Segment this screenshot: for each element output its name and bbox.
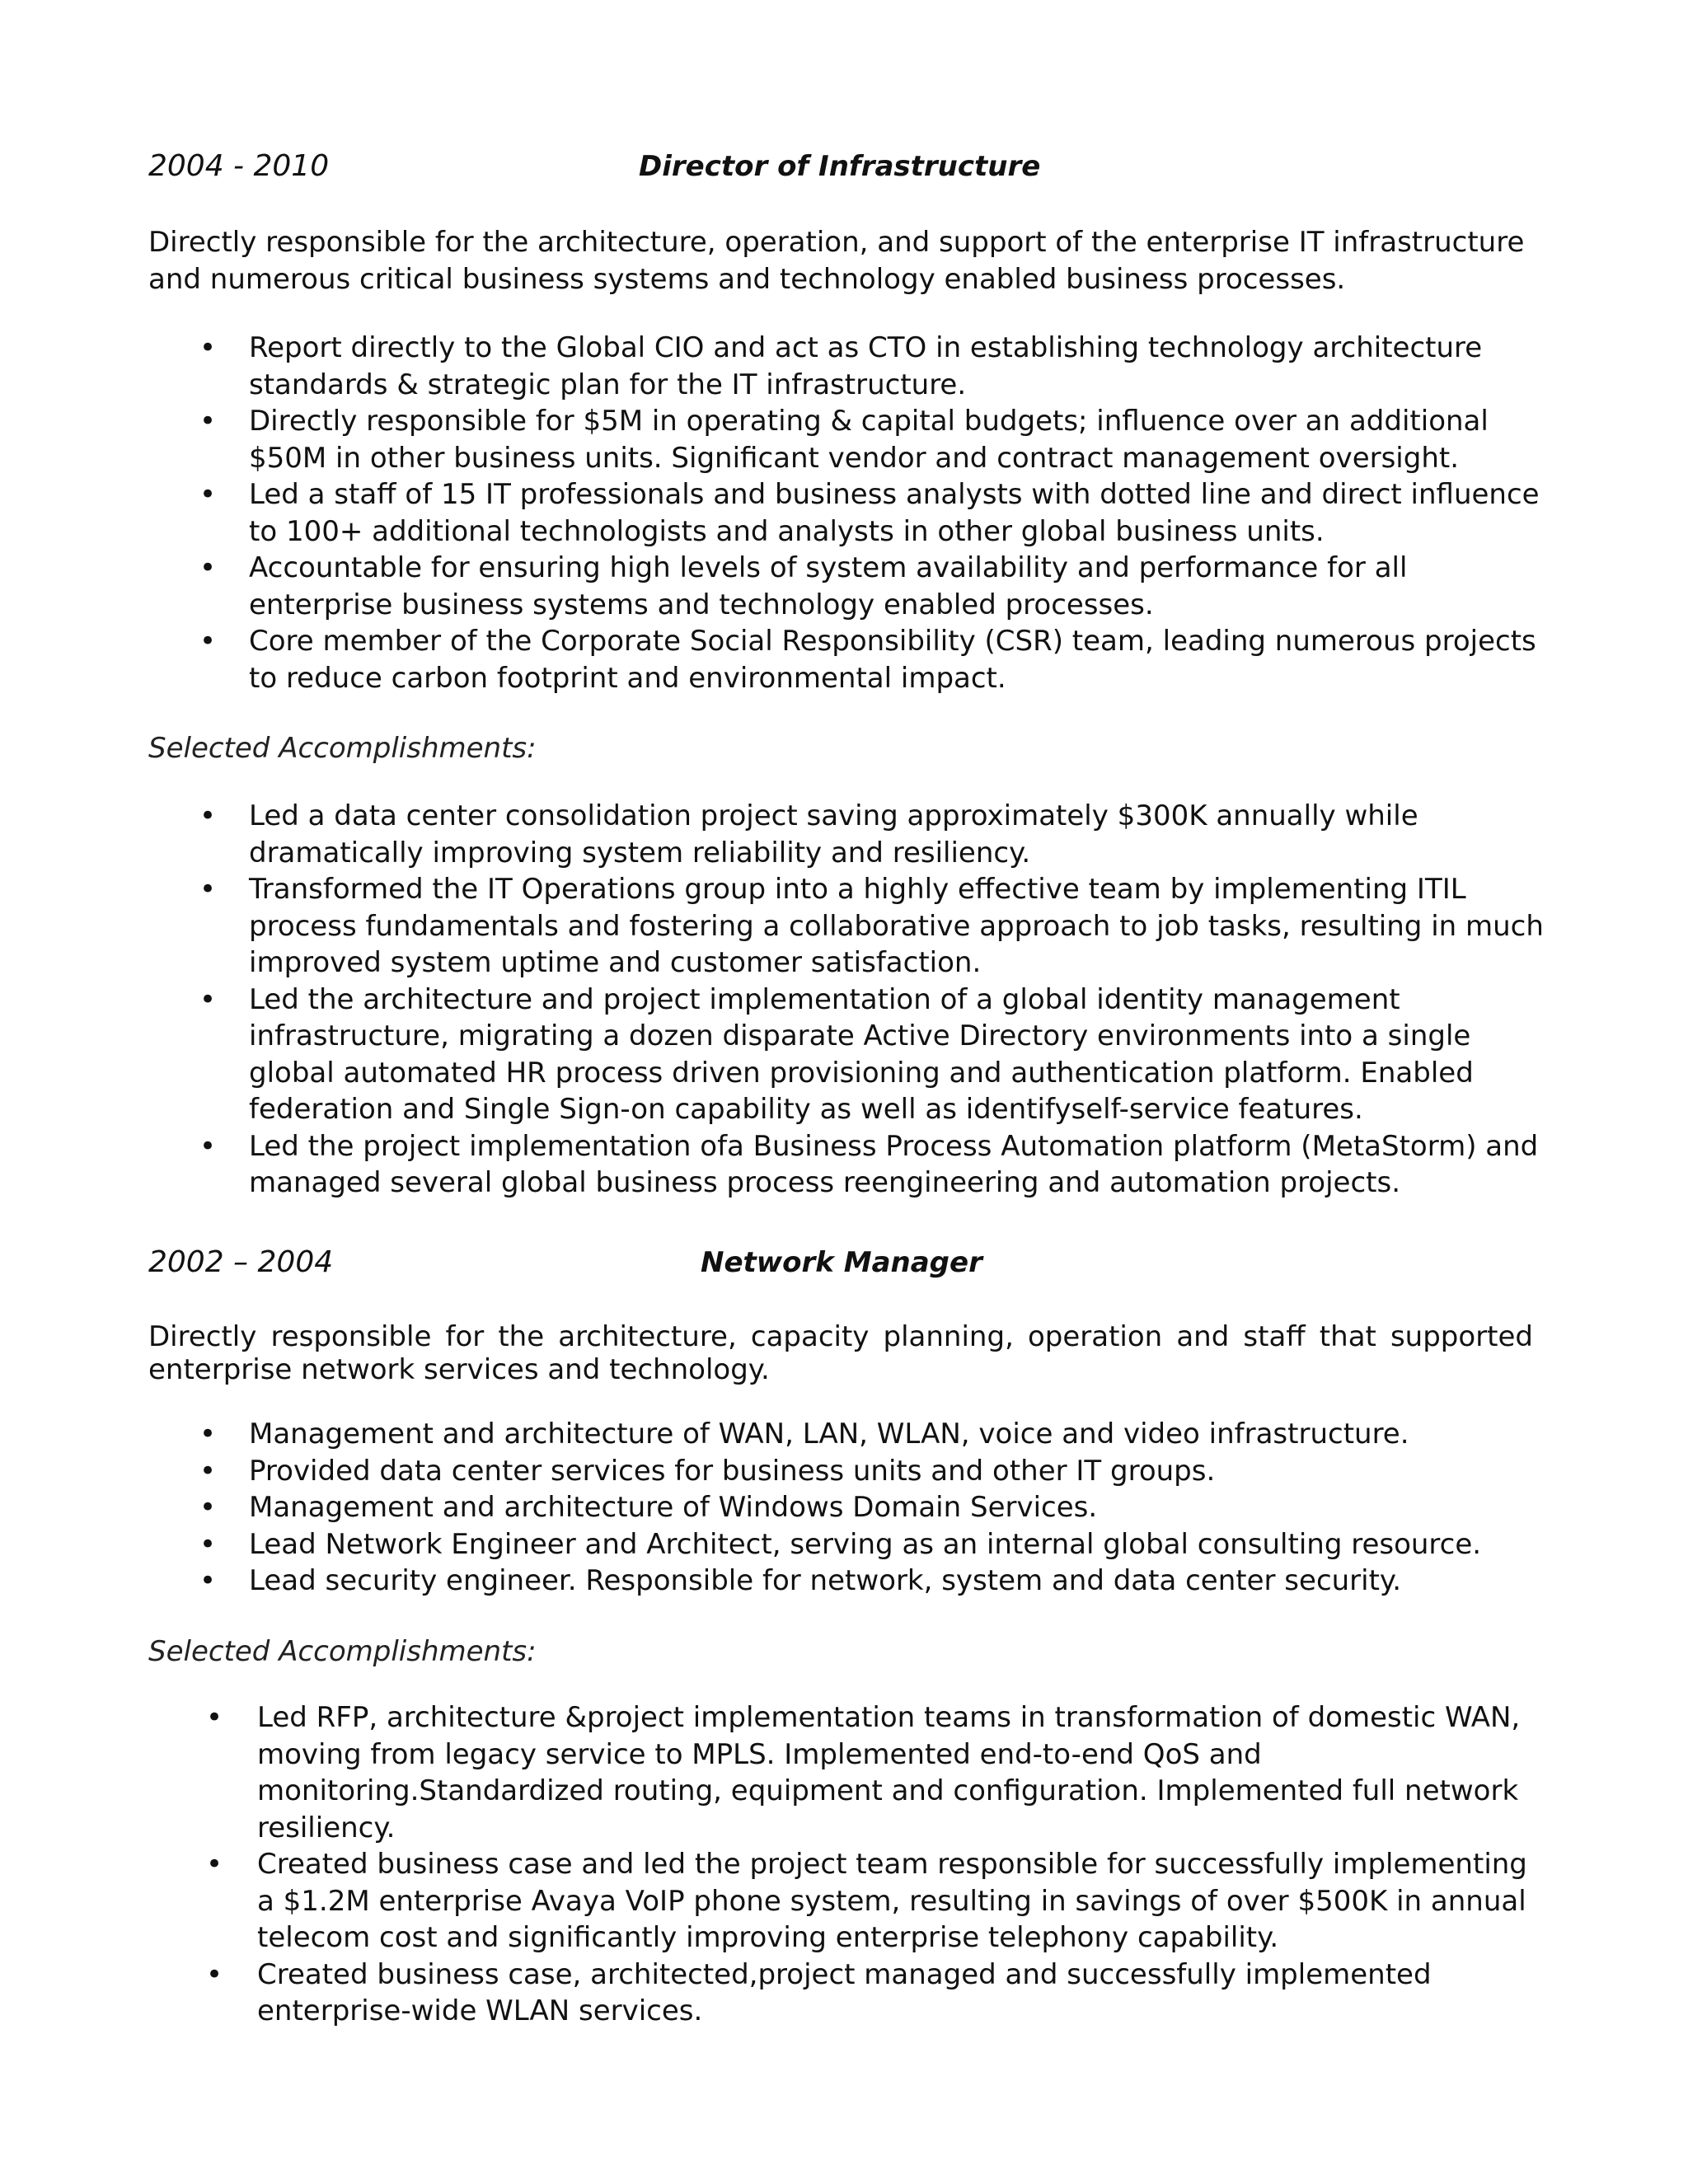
- list-item: • Led the project implementation ofa Business Process Automation platform (MetaStorm) and managed several global business process reengineering and automation projects.: [199, 1129, 1539, 1199]
- list-item: • Led a staff of 15 IT professionals and business analysts with dotted line and direct influence to 100+ additional technologists and analysts in other global business units.: [199, 478, 1540, 548]
- bullet-icon: •: [199, 799, 217, 832]
- accomplishments-label: Selected Accomplishments:: [148, 732, 537, 765]
- bullet-icon: •: [206, 1848, 223, 1881]
- list-item: • Accountable for ensuring high levels of system availability and performance for all enterprise business systems and technology enabled processes.: [199, 551, 1408, 621]
- list-item: • Lead Network Engineer and Architect, serving as an internal global consulting resource.: [148, 1526, 1550, 1563]
- list-item: • Led RFP, architecture &project implementation teams in transformation of domestic WAN, moving from legacy service to MPLS. Implemented end-to-end QoS and monitoring.Standardized routing, equipment and configuration. Implemented full network resiliency.: [206, 1701, 1521, 1844]
- bullet-icon: •: [199, 873, 217, 906]
- role-years: 2004 - 2010: [148, 149, 330, 183]
- bullet-icon: •: [199, 551, 217, 584]
- list-item: • Provided data center services for business units and other IT groups.: [148, 1453, 1550, 1490]
- list-item: • Led the architecture and project implementation of a global identity management infrastructure, migrating a dozen disparate Active Directory environments into a single global automated HR process driven provisioning and authentication platform. Enabled federation and Single Sign-on capability as well as identifyself-service features.: [199, 982, 1474, 1126]
- role-header-network-manager: [148, 1243, 1533, 1292]
- role-summary: Directly responsible for the architecture, capacity planning, operation and staff that supported enterprise network services and technology.: [148, 1320, 1533, 1386]
- role-title: Network Manager: [701, 1246, 982, 1279]
- responsibility-list: [148, 330, 1550, 696]
- accomplishments-label: Selected Accomplishments:: [148, 1635, 537, 1668]
- list-item: • Led a data center consolidation project saving approximately $300K annually while dramatically improving system reliability and resiliency.: [199, 799, 1418, 869]
- list-item: • Core member of the Corporate Social Responsibility (CSR) team, leading numerous projects to reduce carbon footprint and environmental impact.: [199, 625, 1536, 695]
- bullet-icon: •: [199, 982, 217, 1016]
- bullet-icon: •: [199, 405, 217, 438]
- bullet-icon: •: [199, 331, 217, 364]
- role-summary: Directly responsible for the architecture, operation, and support of the enterprise IT infrastructure and numerous critical business systems and technology enabled business processes.: [148, 226, 1525, 296]
- role-title: Director of Infrastructure: [639, 150, 1041, 183]
- accomplishment-list: [148, 798, 1550, 1202]
- bullet-icon: •: [199, 1129, 217, 1163]
- list-item: • Report directly to the Global CIO and act as CTO in establishing technology architecture standards & strategic plan for the IT infrastructure.: [199, 331, 1483, 401]
- list-item: • Created business case and led the project team responsible for successfully implementing a $1.2M enterprise Avaya VoIP phone system, resulting in savings of over $500K in annual telecom cost and significantly improving enterprise telephony capability.: [206, 1848, 1527, 1954]
- list-item: • Transformed the IT Operations group into a highly effective team by implementing ITIL process fundamentals and fostering a collaborative approach to job tasks, resulting in much improved system uptime and customer satisfaction.: [199, 873, 1544, 979]
- list-item: • Lead security engineer. Responsible for network, system and data center security.: [148, 1563, 1550, 1600]
- list-item: • Created business case, architected,project managed and successfully implemented enterprise-wide WLAN services.: [206, 1957, 1432, 2027]
- role-years: 2002 – 2004: [148, 1245, 334, 1279]
- bullet-icon: •: [199, 625, 217, 658]
- bullet-icon: •: [199, 1564, 217, 1597]
- responsibility-list: [148, 1416, 1550, 1600]
- list-item: • Management and architecture of WAN, LAN, WLAN, voice and video infrastructure.: [148, 1416, 1550, 1453]
- bullet-icon: •: [199, 1454, 217, 1488]
- bullet-icon: •: [206, 1701, 223, 1734]
- bullet-icon: •: [199, 1418, 217, 1451]
- list-item: • Management and architecture of Windows Domain Services.: [148, 1489, 1550, 1526]
- bullet-icon: •: [206, 1957, 223, 1991]
- accomplishment-list: [148, 1699, 1550, 2030]
- bullet-icon: •: [199, 478, 217, 511]
- bullet-icon: •: [199, 1527, 217, 1561]
- role-header-director: [148, 147, 1533, 196]
- list-item: • Directly responsible for $5M in operating & capital budgets; influence over an additional $50M in other business units. Significant vendor and contract management oversight.: [199, 405, 1489, 475]
- bullet-icon: •: [199, 1491, 217, 1524]
